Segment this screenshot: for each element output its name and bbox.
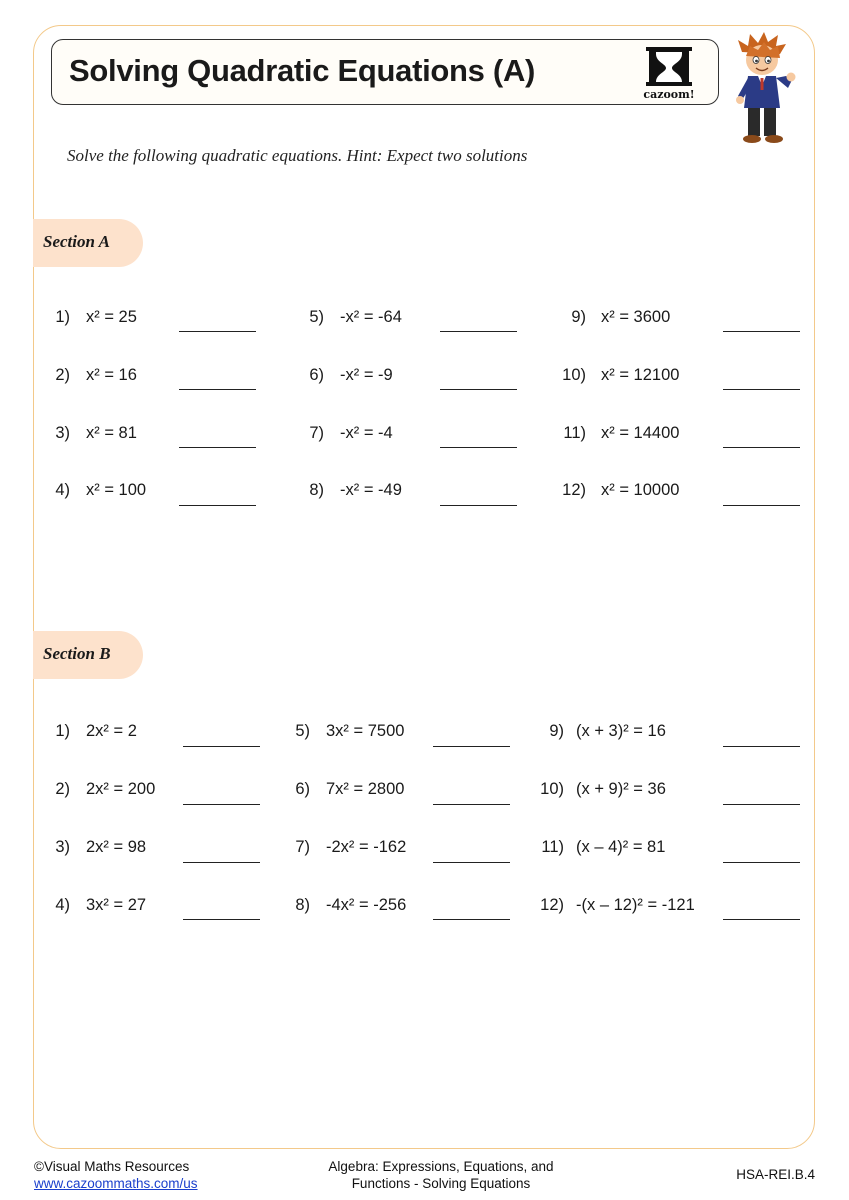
question-equation: x² = 12100 — [601, 366, 680, 384]
question-number: 1) — [55, 722, 70, 740]
question-number: 8) — [309, 481, 324, 499]
question-item — [280, 896, 520, 918]
question-equation: x² = 100 — [86, 481, 147, 499]
question-equation: 2x² = 200 — [86, 780, 156, 798]
question-number: 2) — [55, 366, 70, 384]
question-number: 2) — [55, 780, 70, 798]
answer-line[interactable] — [440, 447, 517, 448]
question-item — [294, 481, 534, 503]
question-number: 7) — [309, 424, 324, 442]
question-item — [530, 896, 720, 918]
answer-line[interactable] — [179, 447, 256, 448]
answer-line[interactable] — [433, 862, 510, 863]
question-number: 10) — [562, 366, 586, 384]
answer-line[interactable] — [433, 746, 510, 747]
answer-line[interactable] — [723, 389, 800, 390]
footer-website-link[interactable]: www.cazoommaths.com/us — [34, 1176, 198, 1191]
answer-line[interactable] — [183, 919, 260, 920]
question-number: 4) — [55, 481, 70, 499]
question-equation: -x² = -9 — [340, 366, 393, 384]
question-number: 9) — [549, 722, 564, 740]
answer-line[interactable] — [179, 389, 256, 390]
question-item — [294, 424, 534, 446]
question-number: 5) — [295, 722, 310, 740]
question-equation: 2x² = 98 — [86, 838, 147, 856]
question-number: 6) — [309, 366, 324, 384]
question-number: 5) — [309, 308, 324, 326]
question-item — [552, 308, 732, 330]
question-item — [40, 780, 280, 802]
question-equation: (x – 4)² = 81 — [576, 838, 666, 856]
question-number: 4) — [55, 896, 70, 914]
question-item — [40, 308, 280, 330]
question-item — [40, 424, 280, 446]
answer-line[interactable] — [183, 746, 260, 747]
answer-line[interactable] — [723, 862, 800, 863]
hourglass-logo-icon — [636, 44, 702, 100]
section-a-tab — [33, 219, 143, 267]
footer-topic — [300, 1158, 582, 1192]
question-number: 3) — [55, 838, 70, 856]
question-item — [530, 722, 720, 744]
section-b-tab — [33, 631, 143, 679]
question-item — [280, 722, 520, 744]
question-equation: 2x² = 2 — [86, 722, 137, 740]
question-equation: 3x² = 7500 — [326, 722, 405, 740]
answer-line[interactable] — [440, 505, 517, 506]
question-number: 11) — [563, 424, 586, 442]
question-equation: x² = 81 — [86, 424, 137, 442]
footer-topic-line-2: Functions - Solving Equations — [351, 1176, 531, 1191]
answer-line[interactable] — [723, 746, 800, 747]
answer-line[interactable] — [183, 804, 260, 805]
question-item — [552, 481, 732, 503]
answer-line[interactable] — [723, 331, 800, 332]
answer-line[interactable] — [440, 331, 517, 332]
question-item — [294, 308, 534, 330]
question-item — [280, 838, 520, 860]
instructions-text: Solve the following quadratic equations. Hint: Expect two solutions — [67, 146, 528, 165]
answer-line[interactable] — [440, 389, 517, 390]
question-number: 8) — [295, 896, 310, 914]
question-item — [530, 838, 720, 860]
answer-line[interactable] — [723, 919, 800, 920]
footer-topic-line-1: Algebra: Expressions, Equations, and — [328, 1159, 554, 1174]
question-item — [40, 722, 280, 744]
question-equation: x² = 14400 — [601, 424, 680, 442]
question-number: 3) — [55, 424, 70, 442]
question-number: 12) — [562, 481, 586, 499]
section-b-label: Section B — [43, 644, 111, 663]
logo-text: cazoom! — [643, 88, 695, 101]
question-item — [530, 780, 720, 802]
question-equation: -x² = -64 — [340, 308, 402, 326]
answer-line[interactable] — [433, 919, 510, 920]
question-number: 9) — [571, 308, 586, 326]
question-item — [552, 366, 732, 388]
page-title: Solving Quadratic Equations (A) — [69, 53, 536, 88]
section-a-label: Section A — [43, 232, 110, 251]
question-item — [40, 366, 280, 388]
question-number: 1) — [55, 308, 70, 326]
question-item — [280, 780, 520, 802]
question-number: 11) — [541, 838, 564, 856]
title-box — [51, 39, 719, 105]
question-item — [552, 424, 732, 446]
page-frame — [33, 25, 815, 1149]
question-equation: -(x – 12)² = -121 — [576, 896, 695, 914]
question-item — [40, 896, 280, 918]
answer-line[interactable] — [723, 804, 800, 805]
question-equation: 7x² = 2800 — [326, 780, 405, 798]
answer-line[interactable] — [179, 331, 256, 332]
footer-copyright: ©Visual Maths Resources — [34, 1159, 190, 1174]
question-equation: -4x² = -256 — [326, 896, 407, 914]
question-number: 6) — [295, 780, 310, 798]
answer-line[interactable] — [723, 505, 800, 506]
question-number: 12) — [540, 896, 564, 914]
question-equation: 3x² = 27 — [86, 896, 147, 914]
question-number: 7) — [295, 838, 310, 856]
cartoon-boy-character — [728, 30, 800, 150]
answer-line[interactable] — [433, 804, 510, 805]
footer-credits — [34, 1158, 198, 1192]
question-item — [40, 838, 280, 860]
answer-line[interactable] — [179, 505, 256, 506]
question-item — [294, 366, 534, 388]
question-equation: -2x² = -162 — [326, 838, 407, 856]
footer-standard-code: HSA-REI.B.4 — [736, 1167, 815, 1182]
question-number: 10) — [540, 780, 564, 798]
question-equation: x² = 25 — [86, 308, 137, 326]
question-equation: -x² = -4 — [340, 424, 393, 442]
answer-line[interactable] — [183, 862, 260, 863]
question-equation: (x + 3)² = 16 — [576, 722, 666, 740]
question-equation: x² = 3600 — [601, 308, 671, 326]
answer-line[interactable] — [723, 447, 800, 448]
question-equation: x² = 16 — [86, 366, 137, 384]
question-equation: x² = 10000 — [601, 481, 680, 499]
question-item — [40, 481, 280, 503]
question-equation: -x² = -49 — [340, 481, 402, 499]
question-equation: (x + 9)² = 36 — [576, 780, 666, 798]
